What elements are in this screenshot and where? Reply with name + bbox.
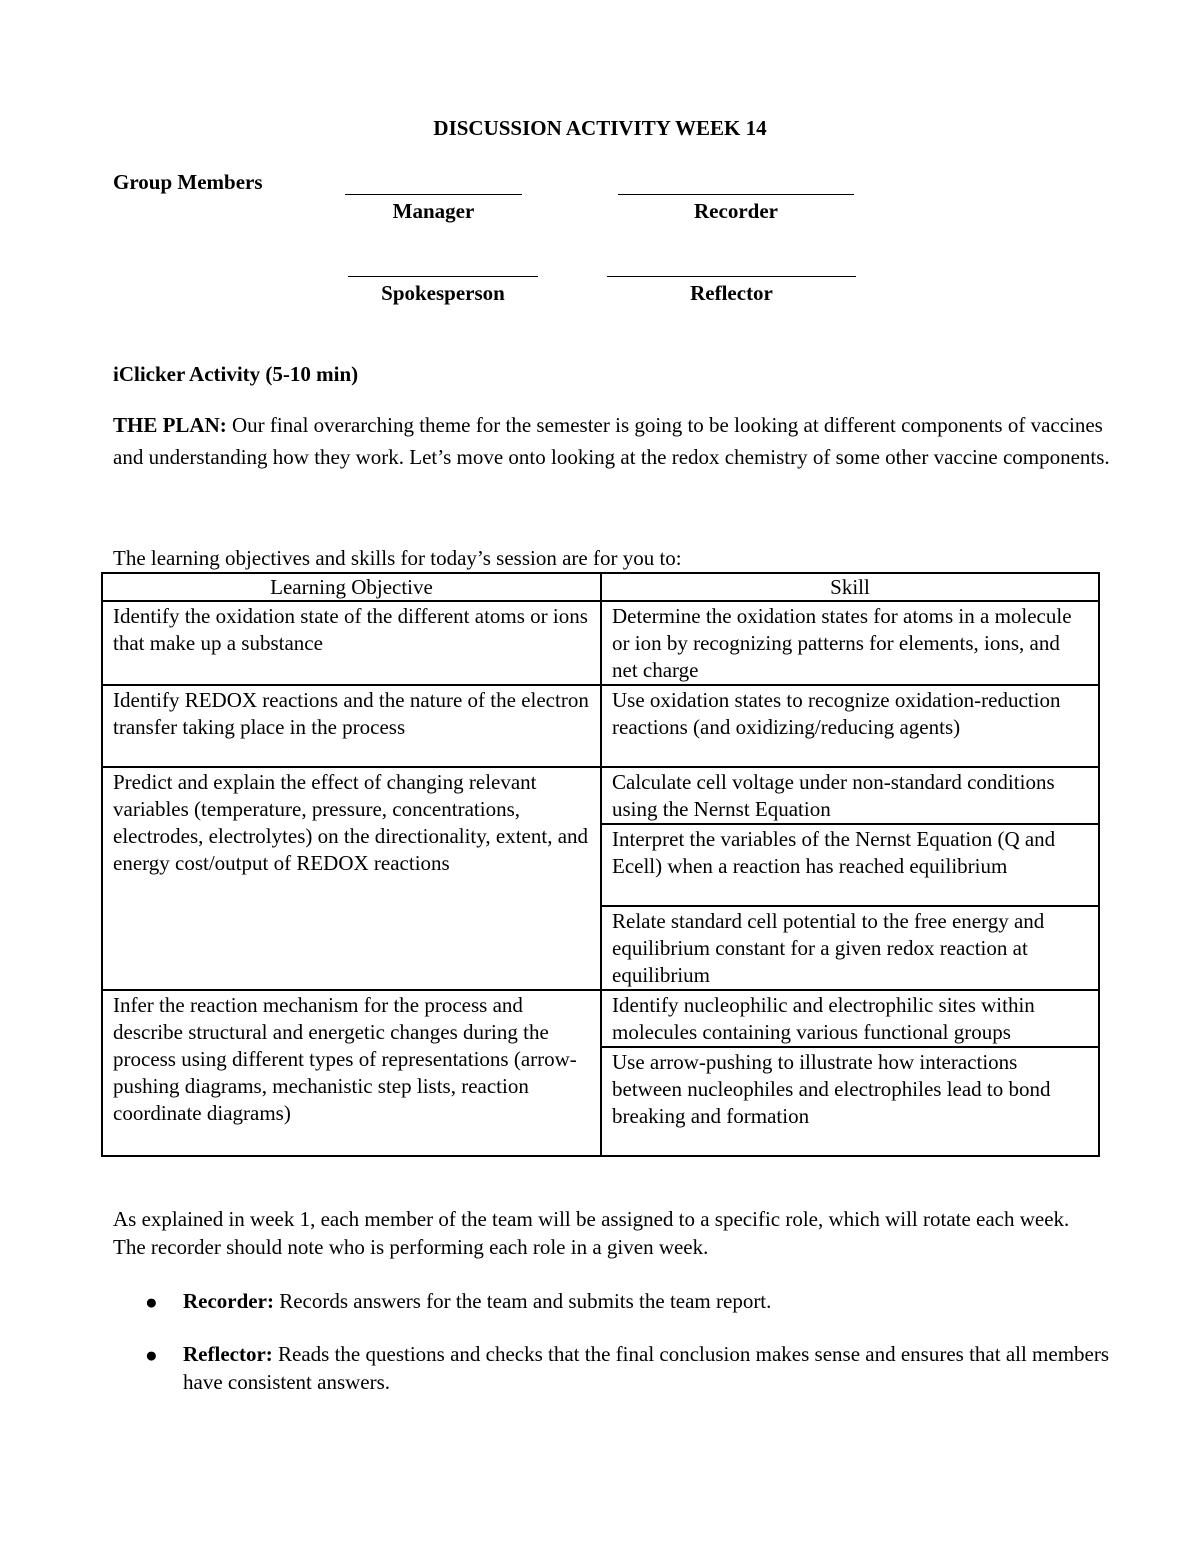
skill-cell: Determine the oxidation states for atoms in a molecule or ion by recognizing patterns for elements, ions, and net charge — [601, 601, 1099, 685]
table-header-row — [102, 573, 1099, 601]
header-learning-objective: Learning Objective — [102, 573, 601, 601]
iclicker-heading: iClicker Activity (5-10 min) — [113, 362, 359, 386]
recorder-role-label: Recorder — [694, 199, 778, 223]
plan-text: Our final overarching theme for the semester is going to be looking at different components of vaccines and understanding how they work. Let’s move onto looking at the redox chemistry of some other vaccine components. — [113, 413, 1110, 469]
reflector-signature-line[interactable] — [607, 254, 856, 277]
skill-cell: Identify nucleophilic and electrophilic sites within molecules containing various functional groups — [601, 990, 1099, 1047]
manager-role-label: Manager — [392, 199, 475, 223]
reflector-signature — [607, 254, 856, 306]
manager-signature — [345, 172, 522, 224]
page-title: DISCUSSION ACTIVITY WEEK 14 — [433, 116, 767, 140]
table-row — [102, 767, 1099, 824]
bullet-icon: ● — [145, 1290, 158, 1314]
objective-cell: Identify REDOX reactions and the nature of the electron transfer taking place in the process — [102, 685, 601, 767]
reflector-role-label: Reflector — [690, 281, 773, 305]
skill-cell: Interpret the variables of the Nernst Equation (Q and Ecell) when a reaction has reached equilibrium — [601, 824, 1099, 906]
table-row — [102, 601, 1099, 685]
objective-cell: Infer the reaction mechanism for the process and describe structural and energetic changes during the process using different types of representations (arrow-pushing diagrams, mechanistic step lists, reaction coordinate diagrams) — [102, 990, 601, 1156]
recorder-role-name: Recorder: — [183, 1289, 274, 1313]
roles-intro: As explained in week 1, each member of the team will be assigned to a specific role, which will rotate each week. The recorder should note who is performing each role in a given week. — [113, 1207, 1070, 1259]
spokesperson-role-label: Spokesperson — [381, 281, 505, 305]
plan-label: THE PLAN: — [113, 413, 227, 437]
objectives-table — [101, 572, 1100, 1157]
spokesperson-signature — [348, 254, 538, 306]
plan-paragraph — [113, 410, 1113, 473]
table-row — [102, 685, 1099, 767]
skill-cell: Relate standard cell potential to the free energy and equilibrium constant for a given redox reaction at equilibrium — [601, 906, 1099, 990]
objective-cell: Predict and explain the effect of changing relevant variables (temperature, pressure, concentrations, electrodes, electrolytes) on the directionality, extent, and energy cost/output of REDOX reactions — [102, 767, 601, 990]
recorder-role-desc: Records answers for the team and submits the team report. — [273, 1289, 772, 1313]
bullet-icon: ● — [145, 1343, 158, 1367]
skill-cell: Use oxidation states to recognize oxidation-reduction reactions (and oxidizing/reducing agents) — [601, 685, 1099, 767]
reflector-role-desc: Reads the questions and checks that the final conclusion makes sense and ensures that all members have consistent answers. — [183, 1342, 1110, 1394]
skill-cell: Calculate cell voltage under non-standard conditions using the Nernst Equation — [601, 767, 1099, 824]
recorder-role-item — [183, 1288, 1118, 1316]
manager-signature-line[interactable] — [345, 172, 522, 195]
recorder-signature — [618, 172, 854, 224]
objectives-intro: The learning objectives and skills for today’s session are for you to: — [113, 546, 682, 570]
reflector-role-item — [183, 1341, 1118, 1396]
reflector-role-name: Reflector: — [183, 1342, 273, 1366]
recorder-signature-line[interactable] — [618, 172, 854, 195]
group-members-label: Group Members — [113, 170, 263, 194]
objective-cell: Identify the oxidation state of the different atoms or ions that make up a substance — [102, 601, 601, 685]
skill-cell: Use arrow-pushing to illustrate how interactions between nucleophiles and electrophiles lead to bond breaking and formation — [601, 1047, 1099, 1156]
spokesperson-signature-line[interactable] — [348, 254, 538, 277]
header-skill: Skill — [601, 573, 1099, 601]
table-row — [102, 990, 1099, 1047]
